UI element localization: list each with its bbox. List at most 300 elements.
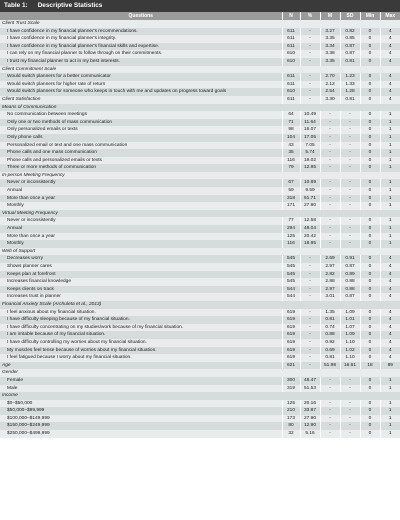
table-row xyxy=(0,142,400,150)
table-row xyxy=(0,119,400,127)
cell-min: 0 xyxy=(360,422,380,430)
cell-min: 0 xyxy=(360,255,380,263)
cell-min: 0 xyxy=(360,225,380,233)
cell-mean: - xyxy=(320,415,340,423)
cell-n: 611 xyxy=(282,96,300,104)
cell-n: 125 xyxy=(282,400,300,408)
cell-question: Male xyxy=(0,385,282,393)
cell-mean: 2.82 xyxy=(320,271,340,279)
cell-n: 619 xyxy=(282,347,300,355)
section-header-row xyxy=(0,20,400,28)
section-label: Virtual Meeting Frequency xyxy=(0,210,400,218)
cell-max: 4 xyxy=(380,50,400,58)
cell-sd: 0.82 xyxy=(340,28,360,36)
cell-sd: 1.09 xyxy=(340,331,360,339)
cell-percent: - xyxy=(300,43,320,51)
cell-mean: - xyxy=(320,407,340,415)
cell-min: 0 xyxy=(360,415,380,423)
cell-max: 4 xyxy=(380,58,400,66)
cell-n: 544 xyxy=(282,293,300,301)
table-row xyxy=(0,126,400,134)
section-stat-row xyxy=(0,362,400,370)
cell-sd: - xyxy=(340,233,360,241)
cell-n: 619 xyxy=(282,309,300,317)
header-row xyxy=(0,12,400,20)
cell-n: 59 xyxy=(282,187,300,195)
table-row xyxy=(0,347,400,355)
table-row xyxy=(0,164,400,172)
cell-max: 1 xyxy=(380,400,400,408)
cell-max: 1 xyxy=(380,377,400,385)
cell-min: 0 xyxy=(360,309,380,317)
cell-max: 4 xyxy=(380,81,400,89)
cell-min: 0 xyxy=(360,217,380,225)
table-row xyxy=(0,225,400,233)
cell-min: 0 xyxy=(360,430,380,438)
cell-mean: - xyxy=(320,233,340,241)
section-label: Financial Anxiety Scale (Archuleta et al., 2013) xyxy=(0,301,400,309)
cell-sd: 1.10 xyxy=(340,354,360,362)
cell-min: 0 xyxy=(360,271,380,279)
cell-mean: - xyxy=(320,142,340,150)
cell-percent: 19.02 xyxy=(300,157,320,165)
cell-percent: - xyxy=(300,58,320,66)
cell-sd: - xyxy=(340,240,360,248)
cell-sd: 1.28 xyxy=(340,88,360,96)
table-row xyxy=(0,111,400,119)
cell-mean: 0.81 xyxy=(320,354,340,362)
cell-percent: 12.90 xyxy=(300,422,320,430)
cell-percent: 48.47 xyxy=(300,377,320,385)
cell-min: 0 xyxy=(360,28,380,36)
cell-min: 0 xyxy=(360,339,380,347)
cell-percent: 10.89 xyxy=(300,179,320,187)
cell-min: 0 xyxy=(360,400,380,408)
cell-question: Three or more methods of communication xyxy=(0,164,282,172)
cell-question: Keeps clients on track xyxy=(0,286,282,294)
table-row xyxy=(0,58,400,66)
cell-sd: 0.89 xyxy=(340,271,360,279)
cell-sd: 1.33 xyxy=(340,81,360,89)
header-min: Min xyxy=(360,12,380,20)
cell-min: 0 xyxy=(360,331,380,339)
cell-percent: 9.59 xyxy=(300,187,320,195)
section-label: Means of Communication xyxy=(0,104,400,112)
cell-question: Never or inconsistently xyxy=(0,179,282,187)
cell-max: 4 xyxy=(380,347,400,355)
cell-min: 0 xyxy=(360,278,380,286)
cell-percent: 48.04 xyxy=(300,225,320,233)
cell-sd: - xyxy=(340,142,360,150)
section-stat-row xyxy=(0,96,400,104)
cell-max: 1 xyxy=(380,157,400,165)
cell-mean: - xyxy=(320,217,340,225)
cell-sd: 0.87 xyxy=(340,43,360,51)
cell-question: Only one or two methods of mass communication xyxy=(0,119,282,127)
cell-max: 1 xyxy=(380,119,400,127)
cell-sd: - xyxy=(340,119,360,127)
cell-min: 0 xyxy=(360,187,380,195)
cell-min: 0 xyxy=(360,142,380,150)
cell-sd: 1.01 xyxy=(340,316,360,324)
cell-min: 0 xyxy=(360,35,380,43)
cell-n: 71 xyxy=(282,119,300,127)
cell-n: 619 xyxy=(282,354,300,362)
cell-percent: 27.80 xyxy=(300,202,320,210)
table-row xyxy=(0,415,400,423)
cell-question: I feel fatigued because I worry about my financial situation. xyxy=(0,354,282,362)
header-max: Max xyxy=(380,12,400,20)
cell-max: 4 xyxy=(380,286,400,294)
cell-n: 610 xyxy=(282,58,300,66)
cell-max: 1 xyxy=(380,225,400,233)
table-row xyxy=(0,179,400,187)
cell-percent: - xyxy=(300,324,320,332)
cell-n: 210 xyxy=(282,407,300,415)
table-row xyxy=(0,187,400,195)
cell-max: 1 xyxy=(380,187,400,195)
cell-sd: 1.09 xyxy=(340,309,360,317)
cell-question: Shows planner cares xyxy=(0,263,282,271)
cell-max: 1 xyxy=(380,217,400,225)
cell-sd: - xyxy=(340,179,360,187)
cell-mean: 2.97 xyxy=(320,263,340,271)
table-row xyxy=(0,195,400,203)
cell-max: 1 xyxy=(380,142,400,150)
cell-min: 0 xyxy=(360,111,380,119)
table-row xyxy=(0,309,400,317)
cell-min: 0 xyxy=(360,96,380,104)
table-number: Table 1: xyxy=(4,2,28,9)
cell-min: 0 xyxy=(360,195,380,203)
header-n: N xyxy=(282,12,300,20)
cell-max: 4 xyxy=(380,255,400,263)
cell-mean: 0.74 xyxy=(320,324,340,332)
cell-max: 4 xyxy=(380,331,400,339)
cell-mean: - xyxy=(320,430,340,438)
cell-max: 1 xyxy=(380,415,400,423)
cell-n: 610 xyxy=(282,88,300,96)
cell-mean: 3.30 xyxy=(320,96,340,104)
cell-question: $50,000–$99,999 xyxy=(0,407,282,415)
cell-sd: - xyxy=(340,134,360,142)
cell-min: 0 xyxy=(360,286,380,294)
cell-question: Monthly xyxy=(0,202,282,210)
cell-sd: - xyxy=(340,385,360,393)
cell-question: Would switch planners for someone who keeps in touch with me and updates on progress toward goals xyxy=(0,88,282,96)
cell-sd: - xyxy=(340,126,360,134)
cell-mean: - xyxy=(320,202,340,210)
cell-max: 1 xyxy=(380,202,400,210)
section-label: Gender xyxy=(0,369,400,377)
section-header-row xyxy=(0,104,400,112)
cell-n: 611 xyxy=(282,43,300,51)
table-row xyxy=(0,73,400,81)
cell-min: 0 xyxy=(360,407,380,415)
cell-min: 0 xyxy=(360,347,380,355)
cell-n: 619 xyxy=(282,339,300,347)
cell-min: 0 xyxy=(360,240,380,248)
cell-percent: - xyxy=(300,255,320,263)
cell-question: Annual xyxy=(0,225,282,233)
cell-max: 4 xyxy=(380,271,400,279)
cell-sd: 0.81 xyxy=(340,58,360,66)
table-row xyxy=(0,255,400,263)
cell-question: More than once a year xyxy=(0,195,282,203)
cell-mean: 3.38 xyxy=(320,50,340,58)
cell-sd: 1.02 xyxy=(340,347,360,355)
cell-percent: 20.42 xyxy=(300,233,320,241)
cell-sd: - xyxy=(340,202,360,210)
cell-n: 611 xyxy=(282,28,300,36)
table-title-bar xyxy=(0,0,400,12)
cell-min: 0 xyxy=(360,202,380,210)
cell-mean: 2.54 xyxy=(320,88,340,96)
cell-min: 0 xyxy=(360,324,380,332)
section-header-row xyxy=(0,392,400,400)
cell-mean: - xyxy=(320,385,340,393)
cell-mean: - xyxy=(320,111,340,119)
cell-question: I have confidence in my financial planner's integrity. xyxy=(0,35,282,43)
cell-min: 0 xyxy=(360,119,380,127)
header-percent: % xyxy=(300,12,320,20)
cell-question: I have confidence in my financial planner's financial skills and expertise. xyxy=(0,43,282,51)
cell-mean: 3.34 xyxy=(320,43,340,51)
cell-sd: - xyxy=(340,407,360,415)
table-row xyxy=(0,385,400,393)
cell-n: 98 xyxy=(282,126,300,134)
cell-n: 619 xyxy=(282,316,300,324)
cell-question: Client Satisfaction xyxy=(0,96,282,104)
table-row xyxy=(0,324,400,332)
cell-percent: 51.53 xyxy=(300,385,320,393)
cell-sd: - xyxy=(340,400,360,408)
section-header-row xyxy=(0,369,400,377)
cell-n: 294 xyxy=(282,225,300,233)
cell-max: 4 xyxy=(380,278,400,286)
cell-max: 1 xyxy=(380,407,400,415)
table-row xyxy=(0,354,400,362)
cell-sd: - xyxy=(340,164,360,172)
cell-question: I have confidence in my financial planner's recommendations. xyxy=(0,28,282,36)
cell-question: More than once a year xyxy=(0,233,282,241)
cell-n: 32 xyxy=(282,430,300,438)
cell-max: 4 xyxy=(380,309,400,317)
cell-sd: 0.87 xyxy=(340,263,360,271)
cell-n: 80 xyxy=(282,422,300,430)
section-label: Client Commitment Scale xyxy=(0,66,400,74)
cell-min: 0 xyxy=(360,179,380,187)
cell-sd: 0.85 xyxy=(340,35,360,43)
cell-n: 67 xyxy=(282,179,300,187)
header-sd: SD xyxy=(340,12,360,20)
cell-question: Increases trust in planner xyxy=(0,293,282,301)
cell-min: 0 xyxy=(360,354,380,362)
cell-min: 0 xyxy=(360,149,380,157)
table-row xyxy=(0,157,400,165)
cell-max: 4 xyxy=(380,339,400,347)
cell-question: I can rely on my financial planner to follow through on their commitments. xyxy=(0,50,282,58)
cell-min: 0 xyxy=(360,81,380,89)
cell-percent: 33.87 xyxy=(300,407,320,415)
cell-question: Would switch planners for a better communicator xyxy=(0,73,282,81)
table-row xyxy=(0,43,400,51)
table-row xyxy=(0,217,400,225)
cell-min: 0 xyxy=(360,385,380,393)
cell-percent: - xyxy=(300,286,320,294)
cell-percent: - xyxy=(300,354,320,362)
cell-percent: 12.95 xyxy=(300,164,320,172)
cell-percent: - xyxy=(300,81,320,89)
cell-question: I am irritable because of my financial situation. xyxy=(0,331,282,339)
cell-sd: 0.81 xyxy=(340,96,360,104)
cell-max: 1 xyxy=(380,134,400,142)
section-header-row xyxy=(0,172,400,180)
cell-mean: - xyxy=(320,400,340,408)
cell-question: Female xyxy=(0,377,282,385)
cell-question: $0–$50,000 xyxy=(0,400,282,408)
cell-max: 4 xyxy=(380,354,400,362)
cell-n: 545 xyxy=(282,263,300,271)
cell-n: 173 xyxy=(282,415,300,423)
cell-n: 64 xyxy=(282,111,300,119)
cell-sd: 1.23 xyxy=(340,73,360,81)
cell-max: 89 xyxy=(380,362,400,370)
cell-min: 0 xyxy=(360,316,380,324)
cell-n: 611 xyxy=(282,81,300,89)
cell-question: Keeps plan at forefront xyxy=(0,271,282,279)
cell-sd: - xyxy=(340,111,360,119)
table-row xyxy=(0,81,400,89)
cell-n: 545 xyxy=(282,278,300,286)
table-row xyxy=(0,339,400,347)
cell-n: 619 xyxy=(282,324,300,332)
cell-percent: - xyxy=(300,362,320,370)
cell-mean: - xyxy=(320,240,340,248)
cell-mean: 2.69 xyxy=(320,255,340,263)
section-label: Web of Support xyxy=(0,248,400,256)
cell-mean: - xyxy=(320,119,340,127)
cell-question: Would switch planners for higher rate of return xyxy=(0,81,282,89)
cell-sd: 1.10 xyxy=(340,339,360,347)
table-row xyxy=(0,240,400,248)
cell-min: 0 xyxy=(360,164,380,172)
cell-max: 1 xyxy=(380,195,400,203)
cell-min: 0 xyxy=(360,377,380,385)
cell-percent: 18.95 xyxy=(300,240,320,248)
cell-n: 35 xyxy=(282,149,300,157)
cell-question: Monthly xyxy=(0,240,282,248)
cell-max: 4 xyxy=(380,316,400,324)
cell-mean: - xyxy=(320,377,340,385)
cell-max: 4 xyxy=(380,263,400,271)
cell-mean: 0.88 xyxy=(320,331,340,339)
cell-max: 1 xyxy=(380,430,400,438)
cell-question: My muscles feel tense because of worries about my financial situation. xyxy=(0,347,282,355)
cell-sd: - xyxy=(340,377,360,385)
table-row xyxy=(0,430,400,438)
cell-sd: - xyxy=(340,157,360,165)
cell-max: 4 xyxy=(380,293,400,301)
table-row xyxy=(0,28,400,36)
cell-n: 300 xyxy=(282,377,300,385)
cell-mean: 0.69 xyxy=(320,347,340,355)
table-row xyxy=(0,134,400,142)
cell-mean: 3.01 xyxy=(320,293,340,301)
cell-percent: - xyxy=(300,339,320,347)
cell-min: 0 xyxy=(360,134,380,142)
table-row xyxy=(0,88,400,96)
cell-question: $250,000–$499,999 xyxy=(0,430,282,438)
cell-sd: 1.07 xyxy=(340,324,360,332)
table-row xyxy=(0,263,400,271)
cell-percent: - xyxy=(300,316,320,324)
cell-n: 545 xyxy=(282,271,300,279)
cell-sd: 16.61 xyxy=(340,362,360,370)
cell-percent: - xyxy=(300,347,320,355)
cell-n: 611 xyxy=(282,73,300,81)
cell-sd: - xyxy=(340,187,360,195)
section-label: Income xyxy=(0,392,400,400)
table-row xyxy=(0,293,400,301)
cell-mean: 3.35 xyxy=(320,35,340,43)
cell-percent: - xyxy=(300,331,320,339)
cell-sd: 0.91 xyxy=(340,255,360,263)
table-header xyxy=(0,12,400,20)
cell-min: 0 xyxy=(360,233,380,241)
cell-question: Never or inconsistently xyxy=(0,217,282,225)
cell-min: 0 xyxy=(360,58,380,66)
cell-max: 4 xyxy=(380,324,400,332)
cell-min: 0 xyxy=(360,73,380,81)
cell-max: 4 xyxy=(380,43,400,51)
cell-percent: 11.64 xyxy=(300,119,320,127)
cell-mean: 3.27 xyxy=(320,28,340,36)
table-body xyxy=(0,20,400,438)
cell-mean: 1.35 xyxy=(320,309,340,317)
cell-percent: - xyxy=(300,35,320,43)
cell-min: 0 xyxy=(360,263,380,271)
cell-mean: 2.12 xyxy=(320,81,340,89)
cell-mean: 3.35 xyxy=(320,58,340,66)
cell-question: Phone calls and personalized emails or texts xyxy=(0,157,282,165)
cell-max: 1 xyxy=(380,240,400,248)
table-row xyxy=(0,233,400,241)
section-header-row xyxy=(0,301,400,309)
cell-mean: 0.92 xyxy=(320,339,340,347)
cell-max: 1 xyxy=(380,179,400,187)
cell-mean: - xyxy=(320,126,340,134)
section-header-row xyxy=(0,210,400,218)
cell-n: 116 xyxy=(282,157,300,165)
cell-question: I trust my financial planner to act in my best interests. xyxy=(0,58,282,66)
cell-min: 0 xyxy=(360,126,380,134)
section-header-row xyxy=(0,248,400,256)
cell-n: 125 xyxy=(282,233,300,241)
table-row xyxy=(0,377,400,385)
cell-question: Annual xyxy=(0,187,282,195)
table-row xyxy=(0,50,400,58)
table-row xyxy=(0,400,400,408)
cell-min: 0 xyxy=(360,50,380,58)
cell-mean: - xyxy=(320,187,340,195)
cell-max: 4 xyxy=(380,88,400,96)
cell-mean: - xyxy=(320,195,340,203)
table-row xyxy=(0,271,400,279)
cell-max: 1 xyxy=(380,385,400,393)
cell-n: 116 xyxy=(282,240,300,248)
descriptive-statistics-table xyxy=(0,12,400,438)
